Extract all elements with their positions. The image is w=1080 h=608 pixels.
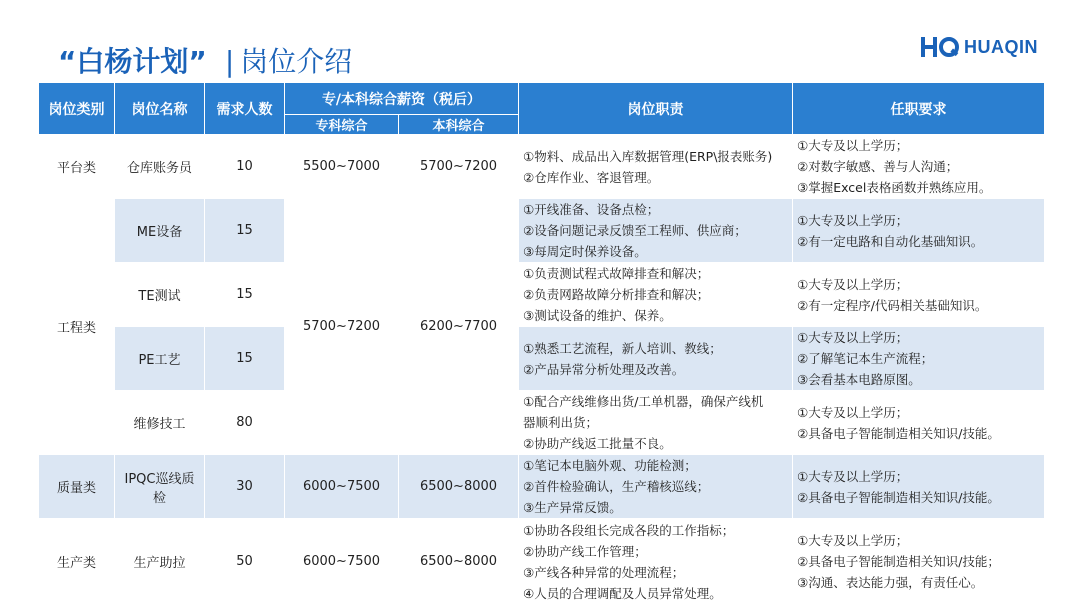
cell-category: 工程类 xyxy=(39,199,115,455)
cell-salary-college: 6000~7500 xyxy=(285,519,399,605)
cell-salary-bachelor: 6500~8000 xyxy=(399,519,519,605)
cell-duties: ①负责测试程式故障排查和解决； ②负责网路故障分析排查和解决； ③测试设备的维护、保养。 xyxy=(519,263,793,327)
header-category: 岗位类别 xyxy=(39,83,115,135)
table-row xyxy=(39,455,1045,519)
table-row xyxy=(39,519,1045,605)
cell-category: 质量类 xyxy=(39,455,115,519)
cell-requirements: ①大专及以上学历； ②具备电子智能制造相关知识/技能。 xyxy=(793,455,1045,519)
cell-duties: ①熟悉工艺流程，新人培训、教线； ②产品异常分析处理及改善。 xyxy=(519,327,793,391)
header-requirements: 任职要求 xyxy=(793,83,1045,135)
cell-duties: ①协助各段组长完成各段的工作指标； ②协助产线工作管理； ③产线各种异常的处理流程； ④人员的合理调配及人员异常处理。 xyxy=(519,519,793,605)
cell-requirements: ①大专及以上学历； ②了解笔记本生产流程； ③会看基本电路原图。 xyxy=(793,327,1045,391)
table-row xyxy=(39,391,1045,455)
cell-duties: ①配合产线维修出货/工单机器，确保产线机 器顺利出货； ②协助产线返工批量不良。 xyxy=(519,391,793,455)
cell-count: 80 xyxy=(205,391,285,455)
cell-category: 生产类 xyxy=(39,519,115,605)
header-salary-group: 专/本科综合薪资（税后） xyxy=(285,83,519,115)
cell-position: IPQC巡线质检 xyxy=(115,455,205,519)
cell-requirements: ①大专及以上学历； ②有一定电路和自动化基础知识。 xyxy=(793,199,1045,263)
cell-count: 15 xyxy=(205,327,285,391)
page-title xyxy=(58,40,352,80)
cell-duties: ①笔记本电脑外观、功能检测； ②首件检验确认，生产稽核巡线； ③生产异常反馈。 xyxy=(519,455,793,519)
header-count: 需求人数 xyxy=(205,83,285,135)
header-salary-college: 专科综合 xyxy=(285,115,399,135)
cell-count: 15 xyxy=(205,199,285,263)
cell-count: 10 xyxy=(205,135,285,199)
cell-requirements: ①大专及以上学历； ②有一定程序/代码相关基础知识。 xyxy=(793,263,1045,327)
cell-requirements: ①大专及以上学历； ②对数字敏感、善与人沟通； ③掌握Excel表格函数并熟练应用。 xyxy=(793,135,1045,199)
cell-count: 50 xyxy=(205,519,285,605)
cell-position: ME设备 xyxy=(115,199,205,263)
title-main: “白杨计划” xyxy=(58,45,207,78)
table-row xyxy=(39,199,1045,263)
cell-salary-bachelor: 5700~7200 xyxy=(399,135,519,199)
cell-position: 维修技工 xyxy=(115,391,205,455)
title-separator: | xyxy=(224,45,235,78)
logo-text: HUAQIN xyxy=(964,36,1038,57)
header-position: 岗位名称 xyxy=(115,83,205,135)
cell-position: 生产助拉 xyxy=(115,519,205,605)
cell-position: 仓库账务员 xyxy=(115,135,205,199)
cell-salary-college: 6000~7500 xyxy=(285,455,399,519)
table-row xyxy=(39,327,1045,391)
cell-category: 平台类 xyxy=(39,135,115,199)
cell-salary-college: 5500~7000 xyxy=(285,135,399,199)
cell-duties: ①物料、成品出入库数据管理(ERP\报表账务) ②仓库作业、客退管理。 xyxy=(519,135,793,199)
huaqin-logo xyxy=(920,34,1038,60)
cell-duties: ①开线准备、设备点检； ②设备问题记录反馈至工程师、供应商； ③每周定时保养设备。 xyxy=(519,199,793,263)
cell-requirements: ①大专及以上学历； ②具备电子智能制造相关知识/技能。 xyxy=(793,391,1045,455)
cell-count: 30 xyxy=(205,455,285,519)
cell-position: TE测试 xyxy=(115,263,205,327)
cell-salary-college: 5700~7200 xyxy=(285,199,399,455)
job-table xyxy=(38,82,1045,605)
table-row xyxy=(39,263,1045,327)
title-sub: 岗位介绍 xyxy=(240,45,353,78)
table-row xyxy=(39,135,1045,199)
cell-count: 15 xyxy=(205,263,285,327)
header-duties: 岗位职责 xyxy=(519,83,793,135)
cell-salary-bachelor: 6500~8000 xyxy=(399,455,519,519)
cell-salary-bachelor: 6200~7700 xyxy=(399,199,519,455)
huaqin-logo-icon xyxy=(920,35,960,59)
header-salary-bachelor: 本科综合 xyxy=(399,115,519,135)
cell-requirements: ①大专及以上学历； ②具备电子智能制造相关知识/技能； ③沟通、表达能力强，有责任心。 xyxy=(793,519,1045,605)
cell-position: PE工艺 xyxy=(115,327,205,391)
